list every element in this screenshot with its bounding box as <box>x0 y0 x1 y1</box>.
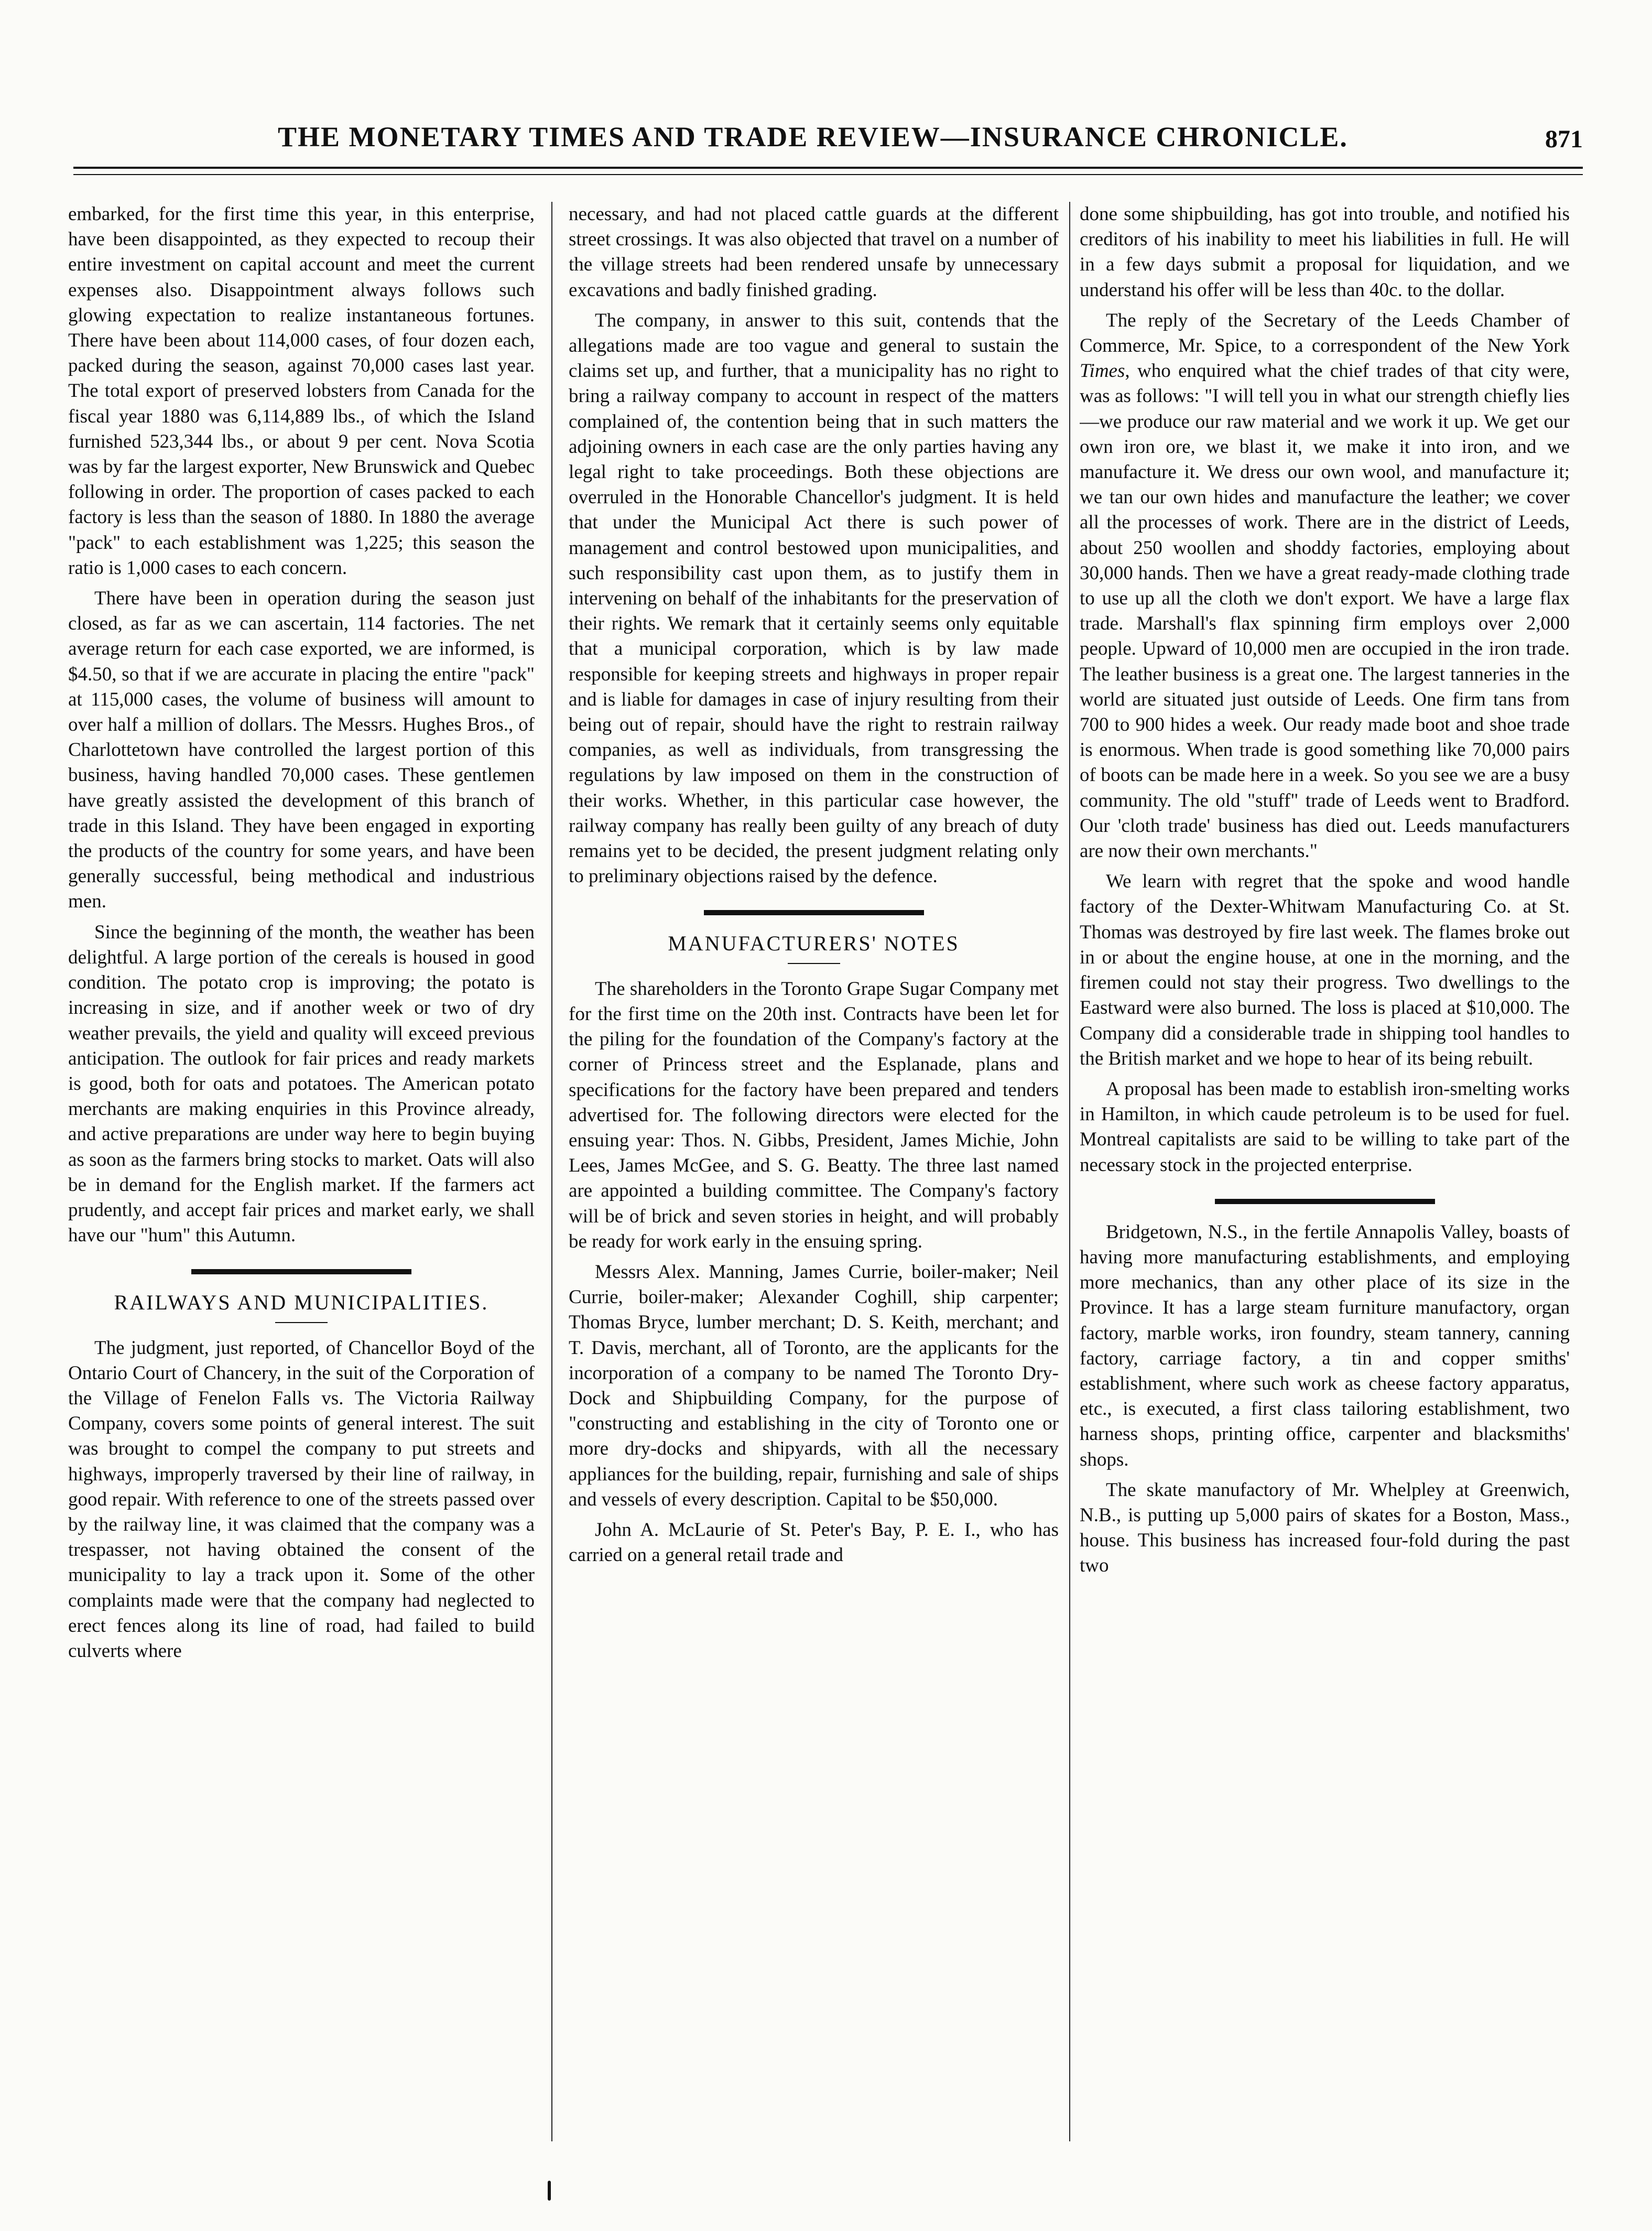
paragraph: embarked, for the first time this year, in this enterprise, have been disappointed, as they expected to recoup their entire investment on capital account and meet the current expenses also. Disappointment always follows such glowing expectation to realize instantaneous fortunes. There have been about 114,000 cases, of four dozen each, packed during the season, against 70,000 cases last year. The total export of preserved lobsters from Canada for the fiscal year 1880 was 6,114,889 lbs., of which the Island furnished 523,344 lbs., or about 9 per cent. Nova Scotia was by far the largest exporter, New Brunswick and Quebec following in order. The proportion of cases packed to each factory is less than the season of 1880. In 1880 the average "pack" to each establishment was 1,225; this season the ratio is 1,000 cases to each concern. <box>68 203 535 579</box>
page-number: 871 <box>1545 125 1583 153</box>
heading-rule <box>275 1322 328 1323</box>
section-separator <box>191 1269 411 1274</box>
column-2 <box>569 202 1059 2141</box>
newspaper-name: Times <box>1080 360 1125 382</box>
column-divider <box>1069 202 1070 2141</box>
section-separator <box>1215 1199 1435 1204</box>
paragraph: The company, in answer to this suit, contends that the allegations made are too vague and general to sustain the claims set up, and further, that a municipality has no right to bring a railway company to account in respect of the matters complained of, the contention being that in such matters the adjoining owners in each case are the only parties having any legal right to take proceedings. Both these objections are overruled in the Honorable Chancellor's judgment. It is held that under the Municipal Act there is such power of management and control bestowed upon municipalities, and such responsibility cast upon them, as to justify them in intervening on behalf of the inhabitants for the preservation of their rights. We remark that it certainly seems only equitable that a municipal corporation, which is by law made responsible for keeping streets and highways in proper repair and is liable for damages in case of injury resulting from their being out of repair, should have the right to restrain railway companies, as well as individuals, from transgressing the regulations by law imposed on them in the construction of their works. Whether, in this particular case however, the railway company has really been guilty of any breach of duty remains yet to be decided, the present judgment relating only to preliminary objections raised by the defence. <box>569 309 1059 887</box>
section-separator <box>704 910 924 915</box>
section-heading-railways: RAILWAYS AND MUNICIPALITIES. <box>114 1291 489 1315</box>
paragraph: necessary, and had not placed cattle guards at the different street crossings. It was also objected that travel on a number of the village streets had been rendered unsafe by unnecessary excavations and badly finished grading. <box>569 203 1059 301</box>
section-heading-manufacturers: MANUFACTURERS' NOTES <box>668 932 960 956</box>
paragraph <box>1080 308 1570 864</box>
paragraph: Since the beginning of the month, the weather has been delightful. A large portion of the cereals is housed in good condition. The potato crop is improving; the potato is increasing in size, and if another week or two of dry weather prevails, the yield and quality will exceed previous anticipation. The outlook for fair prices and ready markets is good, both for oats and potatoes. The American potato merchants are making enquiries in this Province already, and active preparations are under way here to begin buying as soon as the farmers bring stocks to market. Oats will also be in demand for the English market. If the farmers act prudently, and accept fair prices and market early, we shall have our "hum" this Autumn. <box>68 921 535 1247</box>
paragraph: The shareholders in the Toronto Grape Sugar Company met for the first time on the 20th inst. Contracts have been let for the piling for the foundation of the Company's factory at the corner of Princess street and the Esplanade, plans and specifications for the factory have been prepared and tenders advertised for. The following directors were elected for the ensuing year: Thos. N. Gibbs, President, James Michie, John Lees, James McGee, and S. G. Beatty. The three last named are appointed a building committee. The Company's factory will be of brick and seven stories in height, and will probably be ready for work early in the ensuing spring. <box>569 978 1059 1252</box>
paragraph: The judgment, just reported, of Chancellor Boyd of the Ontario Court of Chancery, in the suit of the Corporation of the Village of Fenelon Falls vs. The Victoria Railway Company, covers some points of general interest. The suit was brought to compel the company to put streets and highways, improperly traversed by their line of railway, in good repair. With reference to one of the streets passed over by the railway line, it was claimed that the company was a trespasser, not having obtained the consent of the municipality to lay a track upon it. Some of the other complaints made were that the company had neglected to erect fences along its line of road, had failed to build culverts where <box>68 1337 535 1662</box>
header-rule <box>73 167 1583 169</box>
page-header <box>73 110 1583 168</box>
print-mark <box>548 2181 551 2201</box>
paragraph: John A. McLaurie of St. Peter's Bay, P. E. I., who has carried on a general retail trade and <box>569 1519 1059 1566</box>
column-divider <box>551 202 552 2141</box>
column-1 <box>68 202 535 2141</box>
header-rule-thin <box>73 174 1583 175</box>
paragraph: done some shipbuilding, has got into trouble, and notified his creditors of his inability to meet his liabilities in full. He will in a few days submit a proposal for liquidation, and we understand his offer will be less than 40c. to the dollar. <box>1080 203 1570 301</box>
paragraph: Bridgetown, N.S., in the fertile Annapolis Valley, boasts of having more manufacturing establishments, and employing more mechanics, than any other place of its size in the Province. It has a large steam furniture manufactory, organ factory, marble works, iron foundry, steam tannery, canning factory, carriage factory, a tin and copper smiths' establishment, where such work as cheese factory apparatus, etc., is executed, a first class tailoring establishment, two harness shops, printing office, carpenter and blacksmiths' shops. <box>1080 1221 1570 1470</box>
heading-rule <box>788 963 840 964</box>
paragraph: The skate manufactory of Mr. Whelpley at Greenwich, N.B., is putting up 5,000 pairs of skates for a Boston, Mass., house. This business has increased four-fold during the past two <box>1080 1479 1570 1577</box>
text-run: , who enquired what the chief trades of that city were, was as follows: "I will tell you in what our strength chiefly lies—we produce our raw material and we work it up. We get our own iron ore, we blast it, we make it into iron, and we manufacture it. We dress our own wool, and manufacture it; we tan our own hides and manufacture the leather; we cover all the processes of work. There are in the district of Leeds, about 250 woollen and shoddy factories, employing about 30,000 hands. Then we have a great ready-made clothing trade to use up all the cloth we don't export. We have a large flax trade. Marshall's flax spinning firm employs over 2,000 people. Upward of 10,000 men are occupied in the iron trade. The leather business is a great one. The largest tanneries in the world are situated just outside of Leeds. One firm tans from 700 to 900 hides a week. Our ready made boot and shoe trade is enormous. When trade is good something like 70,000 pairs of boots can be made here in a week. So you see we are a busy community. The old "stuff" trade of Leeds went to Bradford. Our 'cloth trade' business has died out. Leeds manufacturers are now their own merchants." <box>1080 360 1570 862</box>
paragraph: We learn with regret that the spoke and wood handle factory of the Dexter-Whitwam Manufacturing Co. at St. Thomas was destroyed by fire last week. The flames broke out in or about the engine house, at one in the morning, and the firemen could not stay their progress. Two dwellings to the Eastward were also burned. The loss is placed at $10,000. The Company did a considerable trade in shipping tool handles to the British market and we hope to hear of its being rebuilt. <box>1080 871 1570 1069</box>
paragraph: A proposal has been made to establish iron-smelting works in Hamilton, in which caude petroleum is to be used for fuel. Montreal capitalists are said to be willing to take part of the necessary stock in the projected enterprise. <box>1080 1078 1570 1176</box>
text-run: The reply of the Secretary of the Leeds Chamber of Commerce, Mr. Spice, to a correspondent of the New York <box>1080 309 1570 357</box>
column-3 <box>1080 202 1570 2141</box>
paragraph: There have been in operation during the season just closed, as far as we can ascertain, 114 factories. The net average return for each case exported, we are informed, is $4.50, so that if we are accurate in placing the entire "pack" at 115,000 cases, the volume of business will amount to over half a million of dollars. The Messrs. Hughes Bros., of Charlottetown have controlled the largest portion of this business, having handled 70,000 cases. These gentlemen have greatly assisted the development of this branch of trade in this Island. They have been engaged in exporting the products of the country for some years, and have been generally successful, being methodical and industrious men. <box>68 588 535 913</box>
publication-title: THE MONETARY TIMES AND TRADE REVIEW—INSURANCE CHRONICLE. <box>278 121 1348 153</box>
paragraph: Messrs Alex. Manning, James Currie, boiler-maker; Neil Currie, boiler-maker; Alexander Coghill, ship carpenter; Thomas Bryce, lumber merchant; D. S. Keith, merchant; and T. Davis, merchant, all of Toronto, are the applicants for the incorporation of a company to be named The Toronto Dry-Dock and Shipbuilding Company, for the purpose of "constructing and establishing in the city of Toronto one or more dry-docks and shipyards, with all the necessary appliances for the building, repair, furnishing and sale of ships and vessels of every description. Capital to be $50,000. <box>569 1261 1059 1510</box>
